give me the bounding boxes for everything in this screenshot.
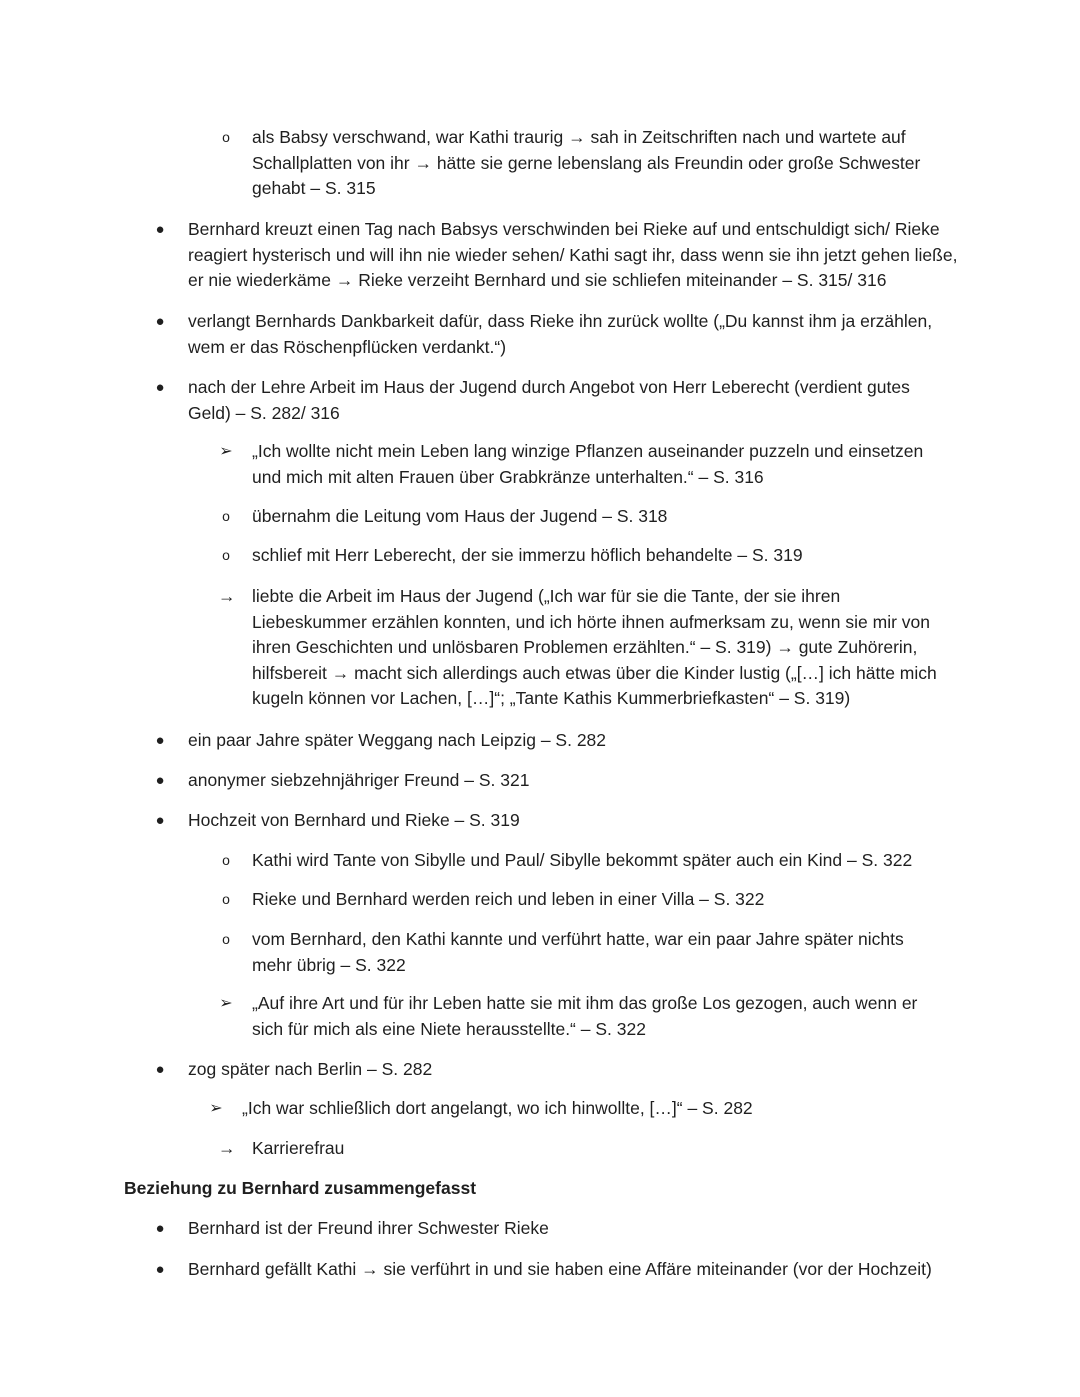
bullet-icon: ●	[155, 1261, 165, 1278]
list-item-text: Hochzeit von Bernhard und Rieke – S. 319	[188, 810, 520, 830]
list-item-text: Rieke und Bernhard werden reich und leben in einer Villa – S. 322	[252, 889, 765, 909]
arrowhead-bullet-icon: ➢	[219, 443, 233, 460]
list-item-text: schlief mit Herr Leberecht, der sie immerzu höflich behandelte – S. 319	[252, 545, 803, 565]
list-item-text: verlangt Bernhards Dankbarkeit dafür, dass Rieke ihn zurück wollte („Du kannst ihm ja erzählen, wem er das Röschenpflücken verdankt.“)	[188, 311, 933, 357]
quote-text: „Ich war schließlich dort angelangt, wo ich hinwollte, […]“ – S. 282	[242, 1098, 753, 1118]
circle-bullet-icon: o	[222, 129, 230, 145]
list-item-text: Bernhard kreuzt einen Tag nach Babsys verschwinden bei Rieke auf und entschuldigt sich/ Rieke reagiert hysterisch und will ihn nie wieder sehen/ Kathi sagt ihr, dass wenn sie ihn jetzt gehen ließe, er nie wiederkäme → Rieke verzeiht Bernhard und sie schliefen miteinander – S. 315/ 316	[188, 219, 958, 290]
bullet-icon: ●	[155, 812, 165, 829]
list-item-text: anonymer siebzehnjähriger Freund – S. 321	[188, 770, 530, 790]
circle-bullet-icon: o	[222, 852, 230, 868]
list-item-text: als Babsy verschwand, war Kathi traurig → sah in Zeitschriften nach und wartete auf Schallplatten von ihr → hätte sie gerne lebenslang als Freundin oder große Schwester gehabt – S. 315	[252, 127, 921, 198]
list-item-text: vom Bernhard, den Kathi kannte und verführt hatte, war ein paar Jahre später nichts mehr übrig – S. 322	[252, 929, 904, 975]
list-item-text: Bernhard ist der Freund ihrer Schwester Rieke	[188, 1218, 549, 1238]
bullet-icon: ●	[155, 379, 165, 396]
list-item-text: Karrierefrau	[252, 1138, 345, 1158]
bullet-icon: ●	[155, 1220, 165, 1237]
list-item-text: Bernhard gefällt Kathi → sie verführt in und sie haben eine Affäre miteinander (vor der Hochzeit)	[188, 1259, 932, 1279]
bullet-icon: ●	[155, 1061, 165, 1078]
list-item-text: zog später nach Berlin – S. 282	[188, 1059, 433, 1079]
list-item-text: übernahm die Leitung vom Haus der Jugend – S. 318	[252, 506, 668, 526]
bullet-icon: ●	[155, 221, 165, 238]
quote-text: „Ich wollte nicht mein Leben lang winzige Pflanzen auseinander puzzeln und einsetzen und mich mit alten Frauen über Grabkränze unterhalten.“ – S. 316	[252, 441, 924, 487]
circle-bullet-icon: o	[222, 891, 230, 907]
circle-bullet-icon: o	[222, 931, 230, 947]
circle-bullet-icon: o	[222, 547, 230, 563]
arrow-right-icon: →	[218, 1138, 236, 1158]
arrow-right-icon: →	[218, 586, 236, 606]
circle-bullet-icon: o	[222, 508, 230, 524]
list-item-text: nach der Lehre Arbeit im Haus der Jugend durch Angebot von Herr Leberecht (verdient gutes Geld) – S. 282/ 316	[188, 377, 910, 423]
list-item-text: ein paar Jahre später Weggang nach Leipzig – S. 282	[188, 730, 607, 750]
list-item-text: liebte die Arbeit im Haus der Jugend („Ich war für sie die Tante, der sie ihren Liebeskummer erzählen konnten, und ich hörte ihnen aufmerksam zu, wenn sie mir von ihren Geschichten und unlösbaren Problemen erzählten.“ – S. 319) → gute Zuhörerin, hilfsbereit → macht sich allerdings auch etwas über die Kinder lustig („[…] ich hätte mich kugeln können vor Lachen, […]“; „Tante Kathis Kummerbriefkasten“ – S. 319)	[252, 586, 937, 708]
list-item-text: Kathi wird Tante von Sibylle und Paul/ Sibylle bekommt später auch ein Kind – S. 322	[252, 850, 913, 870]
bullet-icon: ●	[155, 772, 165, 789]
arrowhead-bullet-icon: ➢	[209, 1100, 223, 1117]
quote-text: „Auf ihre Art und für ihr Leben hatte sie mit ihm das große Los gezogen, auch wenn er sich für mich als eine Niete herausstellte.“ – S. 322	[252, 993, 918, 1039]
bullet-icon: ●	[155, 732, 165, 749]
bullet-icon: ●	[155, 313, 165, 330]
arrowhead-bullet-icon: ➢	[219, 995, 233, 1012]
section-heading: Beziehung zu Bernhard zusammengefasst	[124, 1178, 477, 1198]
